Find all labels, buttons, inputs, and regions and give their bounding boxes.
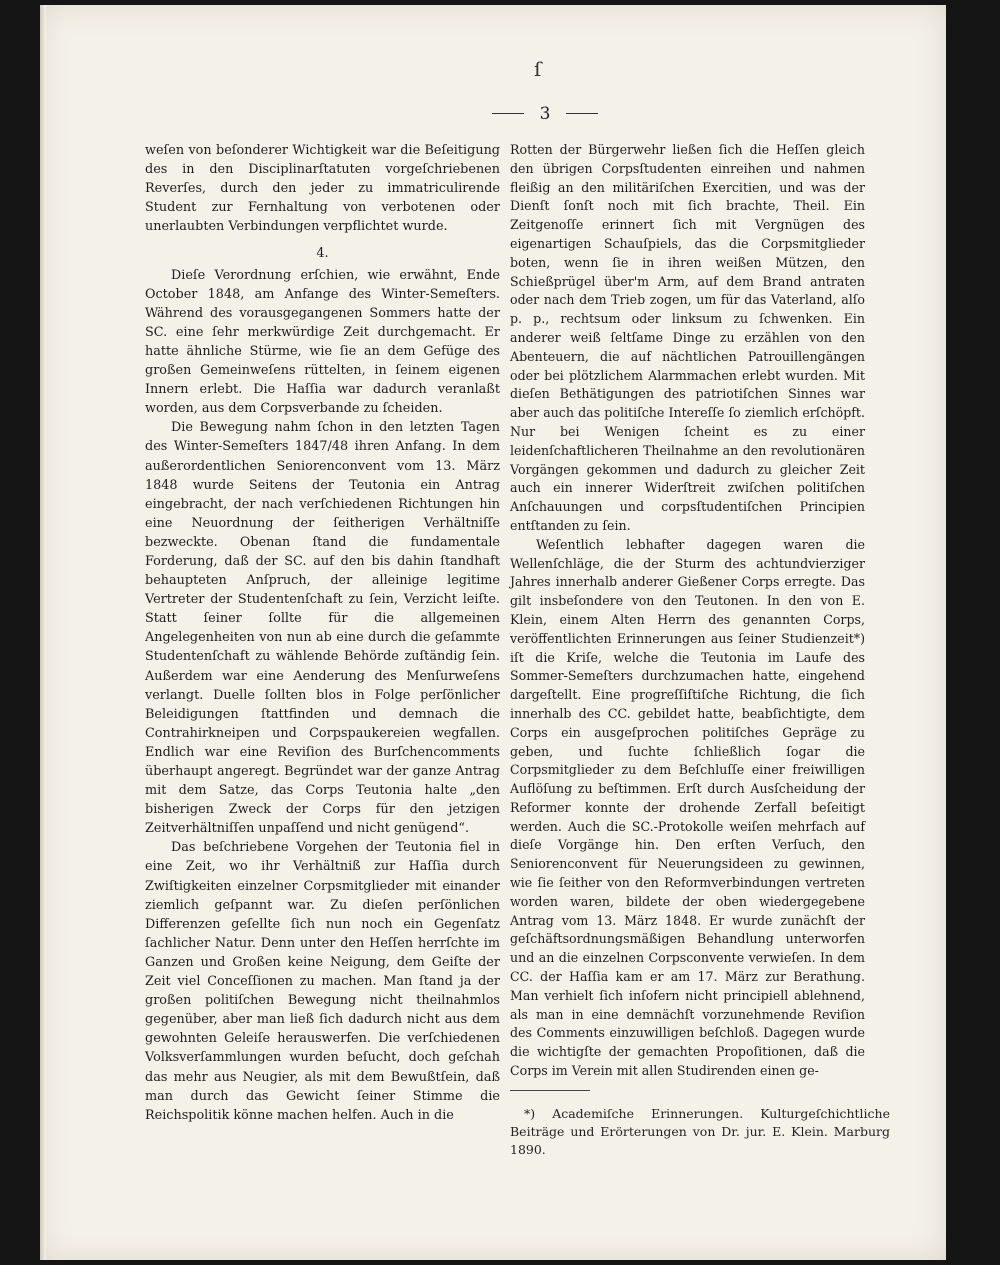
right-column xyxy=(510,141,865,1081)
paragraph: Die Bewegung nahm ſchon in den letzten Tagen des Winter-Semeſters 1847/48 ihren Anfang. In dem außerordentlichen Seniorenconvent vom 13. März 1848 wurde Seitens der Teutonia ein Antrag eingebracht, der nach verſchiedenen Richtungen hin eine Neuordnung der ſeitherigen Verhältniſſe bezweckte. Obenan ſtand die fundamentale Forderung, daß der SC. auf den bis dahin ſtandhaft behaupteten Anſpruch, der alleinige legitime Vertreter der Studentenſchaft zu ſein, Verzicht leiſte. Statt ſeiner ſollte für die allgemeinen Angelegenheiten von nun ab eine durch die geſammte Studentenſchaft zu wählende Behörde zuſtändig ſein. Außerdem war eine Aenderung des Menſurweſens verlangt. Duelle ſollten blos in Folge perſönlicher Beleidigungen ſtattfinden und demnach die Contrahirkneipen und Corpspaukereien wegfallen. Endlich war eine Reviſion des Burſchencomments überhaupt angeregt. Begründet war der ganze Antrag mit dem Satze, das Corps Teutonia halte „den bisherigen Zweck der Corps für den jetzigen Zeitverhältniſſen unpaſſend und nicht genügend“. xyxy=(145,420,500,837)
paragraph: Das beſchriebene Vorgehen der Teutonia fiel in eine Zeit, wo ihr Verhältniß zur Haſſia durch Zwiſtigkeiten einzelner Corpsmitglieder mit einander ziemlich geſpannt war. Zu dieſen perſönlichen Differenzen geſellte ſich nun noch ein Gegenſatz ſachlicher Natur. Denn unter den Heſſen herrſchte im Ganzen und Großen keine Neigung, dem Geiſte der Zeit viel Conceſſionen zu machen. Man ſtand ja der großen politiſchen Bewegung nicht theilnahmlos gegenüber, aber man ließ ſich dadurch nicht aus dem gewohnten Geleiſe herauswerfen. Die verſchiedenen Volksverſammlungen wurden beſucht, doch geſchah das mehr aus Neugier, als mit dem Bewußtſein, daß man durch das Gewicht ſeiner Stimme die Reichspolitik könne machen helfen. Auch in die xyxy=(145,840,500,1123)
paragraph: weſen von beſonderer Wichtigkeit war die Beſeitigung des in den Disciplinarſtatuten vorgeſchriebenen Reverſes, durch den jeder zu immatriculirende Student zur Fernhaltung von verbotenen oder unerlaubten Verbindungen verpflichtet wurde. xyxy=(145,143,500,235)
footnote-rule xyxy=(510,1090,590,1091)
paragraph: Weſentlich lebhafter dagegen waren die Wellenſchläge, die der Sturm des achtundvierziger Jahres innerhalb anderer Gießener Corps erregte. Das gilt insbeſondere von den Teutonen. In den von E. Klein, einem Alten Herrn des genannten Corps, veröffentlichten Erinnerungen aus ſeiner Studienzeit*) iſt die Kriſe, welche die Teutonia im Laufe des Sommer-Semeſters durchzumachen hatte, eingehend dargeſtellt. Eine progreſſiſtiſche Richtung, die ſich innerhalb des CC. gebildet hatte, beabſichtigte, dem Corps ein ausgeſprochen politiſches Gepräge zu geben, und ſuchte ſchließlich ſogar die Corpsmitglieder zu dem Beſchluſſe einer freiwilligen Auflöſung zu beſtimmen. Erſt durch Ausſcheidung der Reformer konnte der drohende Zerfall beſeitigt werden. Auch die SC.-Protokolle weiſen mehrfach auf dieſe Vorgänge hin. Den erſten Verſuch, den Seniorenconvent für Neuerungsideen zu gewinnen, wie ſie ſeither von den Reformverbindungen vertreten worden waren, bildete der oben wiedergegebene Antrag vom 13. März 1848. Er wurde zunächſt der geſchäftsordnungsmäßigen Behandlung unterworfen und an die einzelnen Corpsconvente verwieſen. In dem CC. der Haſſia kam er am 17. März zur Berathung. Man verhielt ſich inſofern nicht principiell ablehnend, als man in eine demnächſt vorzunehmende Reviſion des Comments einzuwilligen beſchloß. Dagegen wurde die wichtigſte der gemachten Propoſitionen, daß die Corps im Verein mit allen Studirenden einen ge- xyxy=(510,536,865,1079)
page-number: 3 xyxy=(539,103,551,124)
header-dash-left xyxy=(492,113,524,115)
left-column xyxy=(145,141,500,1125)
paragraph: Dieſe Verordnung erſchien, wie erwähnt, Ende October 1848, am Anfange des Winter-Semeſters. Während des vorausgegangenen Sommers hatte der SC. eine ſehr merkwürdige Zeit durchgemacht. Er hatte ähnliche Stürme, wie ſie an dem Gefüge des großen Gemeinweſens rüttelten, in ſeinem eigenen Innern erlebt. Die Haſſia war dadurch veranlaßt worden, aus dem Corpsverbande zu ſcheiden. xyxy=(145,267,500,417)
top-pencil-mark: ſ xyxy=(534,57,542,81)
document-page xyxy=(40,5,946,1260)
footnote-text: *) Academiſche Erinnerungen. Kulturgeſchichtliche Beiträge und Erörterungen von Dr. jur. E. Klein. Marburg 1890. xyxy=(510,1106,890,1157)
section-number: 4. xyxy=(316,246,329,262)
header-dash-right xyxy=(566,113,598,115)
footnote xyxy=(510,1105,890,1159)
binding-edge xyxy=(40,5,46,1260)
page-header xyxy=(480,103,610,127)
paragraph: Rotten der Bürgerwehr ließen ſich die Heſſen gleich den übrigen Corpsſtudenten einreihen und nahmen fleißig an den militäriſchen Exercitien, und was der Dienſt ſonſt noch mit ſich brachte, Theil. Ein Zeitgenoſſe erinnert ſich mit Vergnügen des eigenartigen Schauſpiels, das die Corpsmitglieder boten, wenn ſie in ihren weißen Mützen, den Schießprügel über'm Arm, auf dem Brand antraten oder nach dem Trieb zogen, um für das Vaterland, alſo p. p., rechtsum oder linksum zu ſchwenken. Ein anderer weiß ſeltſame Dinge zu erzählen von den Abenteuern, die auf nächtlichen Patrouillengängen oder bei plötzlichem Alarmmachen erlebt wurden. Mit dieſen Bethätigungen des patriotiſchen Sinnes war aber auch das politiſche Intereſſe ſo ziemlich erſchöpft. Nur bei Wenigen ſcheint es zu einer leidenſchaftlicheren Theilnahme an den revolutionären Vorgängen gekommen und dadurch zu gleicher Zeit auch ein innerer Widerſtreit zwiſchen politiſchen Anſchauungen und corpsſtudentiſchen Principien entſtanden zu ſein. xyxy=(510,142,865,533)
